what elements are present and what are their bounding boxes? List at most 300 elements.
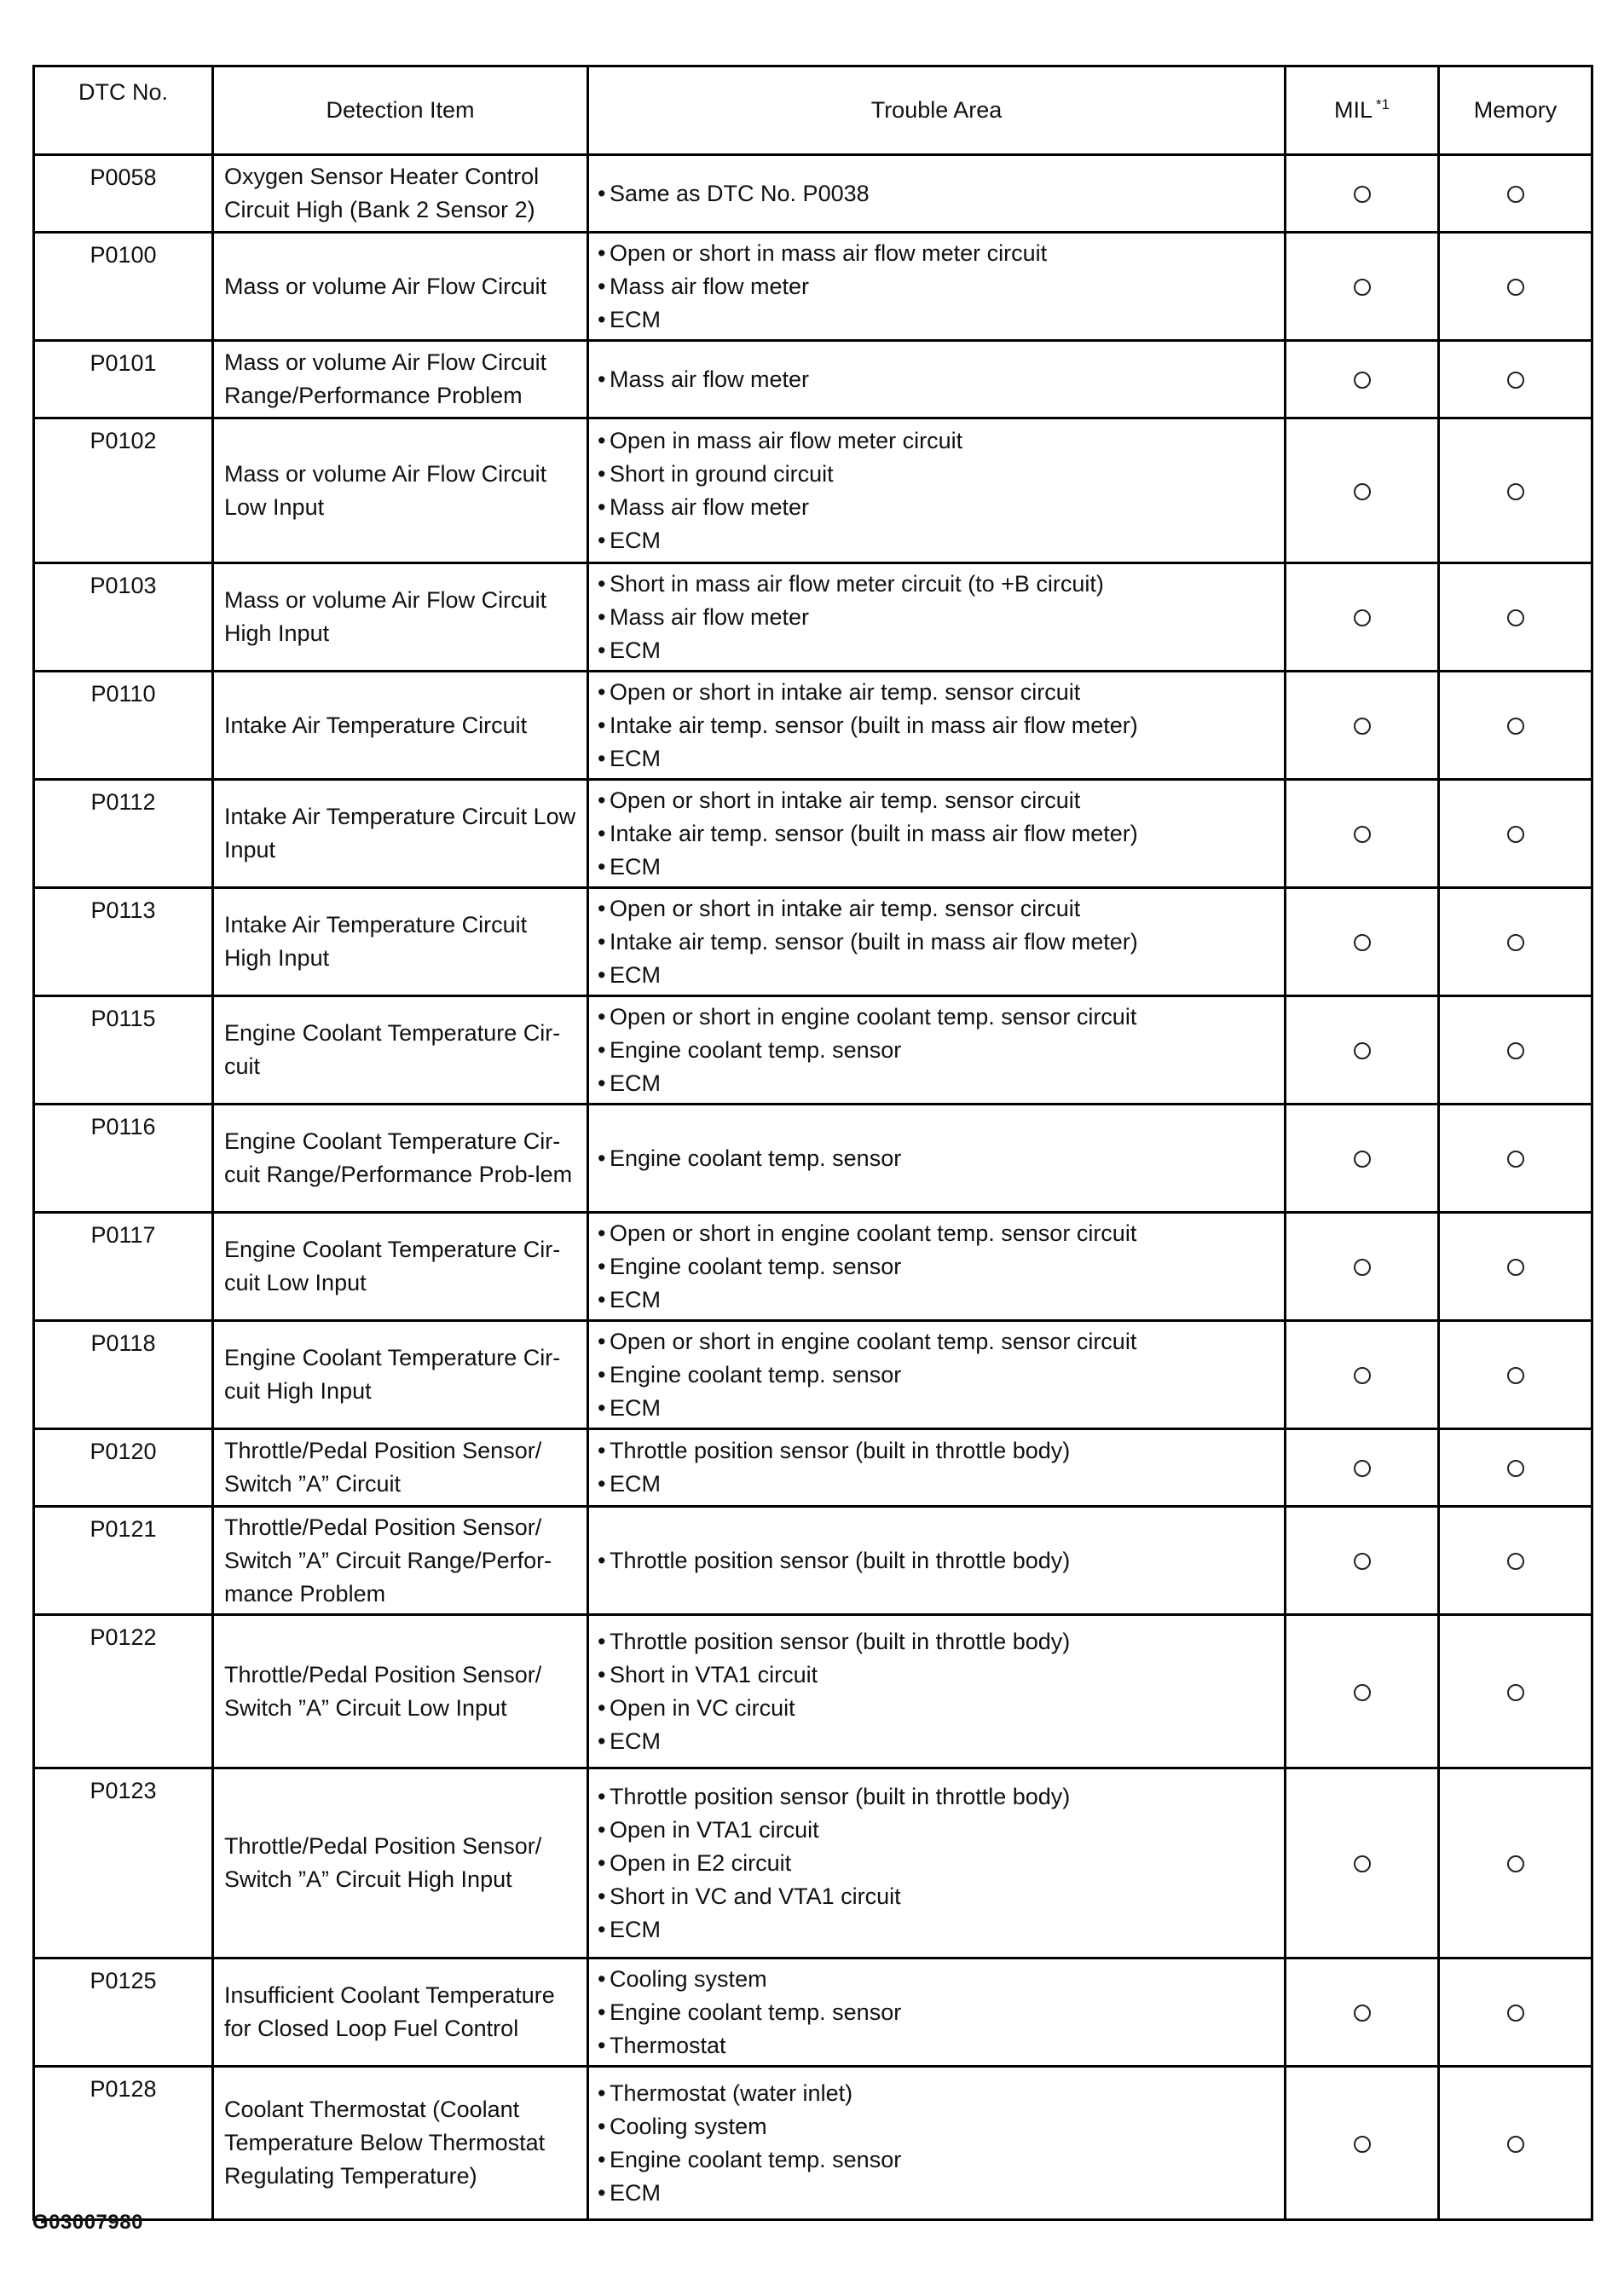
- mil-indicator: [1286, 672, 1439, 780]
- trouble-area-item: [598, 1692, 1277, 1725]
- trouble-area-item: [598, 1996, 1277, 2029]
- bullet-icon: •: [598, 180, 606, 206]
- circle-mark-icon: [1507, 1151, 1524, 1168]
- table-row: [34, 1105, 1592, 1213]
- table-row: [34, 1615, 1592, 1768]
- bullet-icon: •: [598, 1394, 606, 1421]
- circle-mark-icon: [1507, 1553, 1524, 1570]
- table-row: [34, 780, 1592, 888]
- dtc-code: P0100: [34, 233, 213, 341]
- trouble-area-item: [598, 817, 1277, 851]
- trouble-area-text: ECM: [610, 1286, 661, 1312]
- trouble-area: [588, 1768, 1286, 1959]
- circle-mark-icon: [1354, 1151, 1371, 1168]
- trouble-area: [588, 155, 1286, 233]
- bullet-icon: •: [598, 1328, 606, 1354]
- trouble-area-item: [598, 1217, 1277, 1250]
- bullet-icon: •: [598, 2113, 606, 2139]
- table-row: [34, 672, 1592, 780]
- bullet-icon: •: [598, 527, 606, 553]
- trouble-area-text: Cooling system: [610, 2113, 767, 2139]
- bullet-icon: •: [598, 928, 606, 955]
- trouble-area-item: [598, 2110, 1277, 2143]
- circle-mark-icon: [1507, 2136, 1524, 2153]
- trouble-area-item: [598, 1544, 1277, 1578]
- circle-mark-icon: [1507, 826, 1524, 843]
- bullet-icon: •: [598, 2146, 606, 2172]
- trouble-area-item: [598, 1142, 1277, 1175]
- trouble-area-item: [598, 270, 1277, 303]
- trouble-area: [588, 233, 1286, 341]
- trouble-area-item: [598, 1625, 1277, 1659]
- mil-indicator: [1286, 341, 1439, 418]
- trouble-area-text: Open in E2 circuit: [610, 1849, 792, 1876]
- bullet-icon: •: [598, 427, 606, 453]
- trouble-area: [588, 996, 1286, 1105]
- circle-mark-icon: [1354, 483, 1371, 500]
- table-row: [34, 888, 1592, 996]
- bullet-icon: •: [598, 2032, 606, 2058]
- trouble-area: [588, 1105, 1286, 1213]
- detection-item: Throttle/Pedal Position Sensor/ Switch ”A” Circuit Low Input: [213, 1615, 588, 1768]
- dtc-code: P0101: [34, 341, 213, 418]
- trouble-area-text: Cooling system: [610, 1965, 767, 1992]
- table-row: [34, 1321, 1592, 1429]
- mil-indicator: [1286, 155, 1439, 233]
- bullet-icon: •: [598, 1471, 606, 1497]
- circle-mark-icon: [1354, 1259, 1371, 1276]
- trouble-area-text: Open or short in intake air temp. sensor circuit: [610, 895, 1081, 921]
- trouble-area-item: [598, 1814, 1277, 1847]
- trouble-area-item: [598, 851, 1277, 884]
- trouble-area: [588, 780, 1286, 888]
- table-row: [34, 341, 1592, 418]
- circle-mark-icon: [1354, 934, 1371, 951]
- trouble-area-text: ECM: [610, 527, 661, 553]
- table-row: [34, 233, 1592, 341]
- memory-indicator: [1439, 155, 1592, 233]
- detection-item: Insufficient Coolant Temperature for Closed Loop Fuel Control: [213, 1959, 588, 2067]
- dtc-code: P0115: [34, 996, 213, 1105]
- trouble-area-text: Engine coolant temp. sensor: [610, 2146, 902, 2172]
- memory-indicator: [1439, 1105, 1592, 1213]
- trouble-area-text: Short in VC and VTA1 circuit: [610, 1883, 901, 1909]
- mil-indicator: [1286, 780, 1439, 888]
- dtc-code: P0118: [34, 1321, 213, 1429]
- bullet-icon: •: [598, 895, 606, 921]
- trouble-area-text: ECM: [610, 306, 661, 332]
- trouble-area-text: Open in VTA1 circuit: [610, 1816, 819, 1843]
- trouble-area-item: [598, 634, 1277, 667]
- trouble-area-text: Engine coolant temp. sensor: [610, 1361, 902, 1387]
- header-mil-label: MIL: [1333, 97, 1373, 123]
- mil-indicator: [1286, 1959, 1439, 2067]
- mil-indicator: [1286, 2067, 1439, 2220]
- dtc-code: P0120: [34, 1429, 213, 1507]
- header-detection-item: Detection Item: [213, 66, 588, 155]
- trouble-area: [588, 1213, 1286, 1321]
- header-mil: [1286, 66, 1439, 155]
- circle-mark-icon: [1507, 1855, 1524, 1872]
- trouble-area-item: [598, 1359, 1277, 1392]
- mil-indicator: [1286, 1321, 1439, 1429]
- bullet-icon: •: [598, 1783, 606, 1809]
- circle-mark-icon: [1507, 718, 1524, 735]
- header-dtc-no: DTC No.: [34, 66, 213, 155]
- trouble-area-item: [598, 1880, 1277, 1913]
- memory-indicator: [1439, 888, 1592, 996]
- detection-item: Engine Coolant Temperature Cir-cuit Low Input: [213, 1213, 588, 1321]
- mil-indicator: [1286, 1507, 1439, 1615]
- trouble-area-text: Mass air flow meter: [610, 603, 810, 630]
- trouble-area-item: [598, 1250, 1277, 1284]
- circle-mark-icon: [1507, 186, 1524, 203]
- bullet-icon: •: [598, 1070, 606, 1096]
- trouble-area-item: [598, 303, 1277, 337]
- trouble-area-item: [598, 2177, 1277, 2210]
- bullet-icon: •: [598, 306, 606, 332]
- bullet-icon: •: [598, 460, 606, 487]
- detection-item: Engine Coolant Temperature Cir-cuit High Input: [213, 1321, 588, 1429]
- circle-mark-icon: [1507, 1367, 1524, 1384]
- trouble-area-text: Open or short in engine coolant temp. sensor circuit: [610, 1003, 1137, 1030]
- memory-indicator: [1439, 672, 1592, 780]
- bullet-icon: •: [598, 570, 606, 597]
- figure-code: G03007980: [32, 2211, 143, 2234]
- trouble-area: [588, 888, 1286, 996]
- table-row: [34, 1429, 1592, 1507]
- trouble-area-item: [598, 237, 1277, 270]
- trouble-area-item: [598, 458, 1277, 491]
- trouble-area-item: [598, 892, 1277, 926]
- dtc-code: P0125: [34, 1959, 213, 2067]
- bullet-icon: •: [598, 1965, 606, 1992]
- dtc-code: P0117: [34, 1213, 213, 1321]
- trouble-area: [588, 418, 1286, 563]
- bullet-icon: •: [598, 712, 606, 738]
- table-row: [34, 1768, 1592, 1959]
- trouble-area-text: Mass air flow meter: [610, 493, 810, 520]
- trouble-area-item: [598, 1780, 1277, 1814]
- table-row: [34, 2067, 1592, 2220]
- trouble-area: [588, 1507, 1286, 1615]
- trouble-area-text: Engine coolant temp. sensor: [610, 1145, 902, 1171]
- trouble-area-text: Intake air temp. sensor (built in mass air flow meter): [610, 928, 1138, 955]
- header-trouble-area: Trouble Area: [588, 66, 1286, 155]
- trouble-area-item: [598, 1067, 1277, 1100]
- trouble-area-item: [598, 601, 1277, 634]
- bullet-icon: •: [598, 1361, 606, 1387]
- circle-mark-icon: [1354, 2136, 1371, 2153]
- trouble-area-text: ECM: [610, 853, 661, 880]
- mil-indicator: [1286, 1615, 1439, 1768]
- bullet-icon: •: [598, 1728, 606, 1754]
- trouble-area-text: ECM: [610, 1070, 661, 1096]
- table-row: [34, 996, 1592, 1105]
- bullet-icon: •: [598, 603, 606, 630]
- detection-item: Mass or volume Air Flow Circuit Range/Performance Problem: [213, 341, 588, 418]
- bullet-icon: •: [598, 1220, 606, 1246]
- memory-indicator: [1439, 563, 1592, 672]
- memory-indicator: [1439, 1959, 1592, 2067]
- circle-mark-icon: [1507, 1460, 1524, 1477]
- dtc-code: P0110: [34, 672, 213, 780]
- bullet-icon: •: [598, 1694, 606, 1721]
- trouble-area-text: Throttle position sensor (built in throttle body): [610, 1438, 1071, 1463]
- bullet-icon: •: [598, 2080, 606, 2106]
- header-row: [34, 66, 1592, 155]
- trouble-area-text: Short in VTA1 circuit: [610, 1661, 818, 1687]
- trouble-area-text: Short in mass air flow meter circuit (to +B circuit): [610, 570, 1104, 597]
- bullet-icon: •: [598, 1253, 606, 1279]
- trouble-area: [588, 1615, 1286, 1768]
- trouble-area-item: [598, 2077, 1277, 2110]
- trouble-area-item: [598, 709, 1277, 742]
- circle-mark-icon: [1354, 1855, 1371, 1872]
- bullet-icon: •: [598, 1916, 606, 1942]
- table-row: [34, 1959, 1592, 2067]
- trouble-area: [588, 1321, 1286, 1429]
- circle-mark-icon: [1507, 1684, 1524, 1701]
- detection-item: Throttle/Pedal Position Sensor/ Switch ”A” Circuit High Input: [213, 1768, 588, 1959]
- detection-item: Engine Coolant Temperature Cir-cuit: [213, 996, 588, 1105]
- trouble-area-item: [598, 2029, 1277, 2062]
- bullet-icon: •: [598, 1438, 606, 1463]
- trouble-area: [588, 2067, 1286, 2220]
- memory-indicator: [1439, 780, 1592, 888]
- bullet-icon: •: [598, 1547, 606, 1573]
- trouble-area-text: Throttle position sensor (built in throttle body): [610, 1628, 1071, 1654]
- trouble-area-text: Open or short in intake air temp. sensor circuit: [610, 787, 1081, 813]
- memory-indicator: [1439, 996, 1592, 1105]
- table-row: [34, 1507, 1592, 1615]
- trouble-area-text: Open or short in mass air flow meter circuit: [610, 239, 1048, 266]
- trouble-area-item: [598, 1434, 1277, 1468]
- memory-indicator: [1439, 2067, 1592, 2220]
- trouble-area-text: ECM: [610, 1394, 661, 1421]
- trouble-area-item: [598, 2143, 1277, 2177]
- circle-mark-icon: [1507, 934, 1524, 951]
- header-memory: Memory: [1439, 66, 1592, 155]
- dtc-code: P0122: [34, 1615, 213, 1768]
- memory-indicator: [1439, 1768, 1592, 1959]
- trouble-area-text: Engine coolant temp. sensor: [610, 1999, 902, 2025]
- dtc-code: P0103: [34, 563, 213, 672]
- trouble-area-text: Open or short in engine coolant temp. sensor circuit: [610, 1328, 1137, 1354]
- bullet-icon: •: [598, 787, 606, 813]
- trouble-area-text: Throttle position sensor (built in throttle body): [610, 1783, 1071, 1809]
- mil-indicator: [1286, 996, 1439, 1105]
- circle-mark-icon: [1354, 372, 1371, 389]
- trouble-area: [588, 1429, 1286, 1507]
- detection-item: Intake Air Temperature Circuit High Input: [213, 888, 588, 996]
- circle-mark-icon: [1507, 279, 1524, 296]
- dtc-code: P0121: [34, 1507, 213, 1615]
- trouble-area-text: Open or short in intake air temp. sensor circuit: [610, 678, 1081, 705]
- memory-indicator: [1439, 341, 1592, 418]
- circle-mark-icon: [1507, 2005, 1524, 2022]
- trouble-area-item: [598, 1325, 1277, 1359]
- bullet-icon: •: [598, 961, 606, 988]
- detection-item: Mass or volume Air Flow Circuit Low Input: [213, 418, 588, 563]
- bullet-icon: •: [598, 1286, 606, 1312]
- trouble-area-item: [598, 491, 1277, 524]
- bullet-icon: •: [598, 273, 606, 299]
- mil-indicator: [1286, 233, 1439, 341]
- trouble-area-text: Intake air temp. sensor (built in mass air flow meter): [610, 820, 1138, 846]
- bullet-icon: •: [598, 1628, 606, 1654]
- memory-indicator: [1439, 1507, 1592, 1615]
- trouble-area-text: Thermostat: [610, 2032, 726, 2058]
- detection-item: Throttle/Pedal Position Sensor/ Switch ”A” Circuit Range/Perfor-mance Problem: [213, 1507, 588, 1615]
- bullet-icon: •: [598, 1999, 606, 2025]
- trouble-area-item: [598, 784, 1277, 817]
- bullet-icon: •: [598, 678, 606, 705]
- dtc-table: [32, 65, 1593, 2221]
- memory-indicator: [1439, 1321, 1592, 1429]
- bullet-icon: •: [598, 745, 606, 771]
- mil-indicator: [1286, 1429, 1439, 1507]
- mil-indicator: [1286, 1768, 1439, 1959]
- dtc-code: P0116: [34, 1105, 213, 1213]
- trouble-area-item: [598, 524, 1277, 557]
- trouble-area-text: Intake air temp. sensor (built in mass air flow meter): [610, 712, 1138, 738]
- trouble-area-item: [598, 926, 1277, 959]
- detection-item: Intake Air Temperature Circuit Low Input: [213, 780, 588, 888]
- circle-mark-icon: [1354, 1367, 1371, 1384]
- circle-mark-icon: [1354, 1460, 1371, 1477]
- memory-indicator: [1439, 233, 1592, 341]
- bullet-icon: •: [598, 853, 606, 880]
- detection-item: Oxygen Sensor Heater Control Circuit High (Bank 2 Sensor 2): [213, 155, 588, 233]
- circle-mark-icon: [1354, 1042, 1371, 1059]
- trouble-area-text: Open or short in engine coolant temp. sensor circuit: [610, 1220, 1137, 1246]
- trouble-area-text: Open in VC circuit: [610, 1694, 795, 1721]
- trouble-area-item: [598, 177, 1277, 211]
- trouble-area-text: Engine coolant temp. sensor: [610, 1036, 902, 1063]
- detection-item: Mass or volume Air Flow Circuit High Input: [213, 563, 588, 672]
- trouble-area: [588, 563, 1286, 672]
- bullet-icon: •: [598, 1003, 606, 1030]
- circle-mark-icon: [1354, 609, 1371, 626]
- trouble-area: [588, 341, 1286, 418]
- mil-indicator: [1286, 1105, 1439, 1213]
- dtc-code: P0128: [34, 2067, 213, 2220]
- bullet-icon: •: [598, 1816, 606, 1843]
- circle-mark-icon: [1354, 279, 1371, 296]
- circle-mark-icon: [1507, 1042, 1524, 1059]
- circle-mark-icon: [1354, 826, 1371, 843]
- circle-mark-icon: [1507, 372, 1524, 389]
- trouble-area: [588, 672, 1286, 780]
- trouble-area-item: [598, 1392, 1277, 1425]
- bullet-icon: •: [598, 1145, 606, 1171]
- dtc-code: P0058: [34, 155, 213, 233]
- dtc-code: P0113: [34, 888, 213, 996]
- trouble-area-text: Mass air flow meter: [610, 273, 810, 299]
- bullet-icon: •: [598, 366, 606, 392]
- memory-indicator: [1439, 418, 1592, 563]
- trouble-area-item: [598, 742, 1277, 776]
- circle-mark-icon: [1507, 609, 1524, 626]
- detection-item: Coolant Thermostat (Coolant Temperature Below Thermostat Regulating Temperature): [213, 2067, 588, 2220]
- trouble-area-text: ECM: [610, 1916, 661, 1942]
- bullet-icon: •: [598, 637, 606, 663]
- detection-item: Engine Coolant Temperature Cir-cuit Range/Performance Prob-lem: [213, 1105, 588, 1213]
- trouble-area-text: ECM: [610, 1471, 661, 1497]
- circle-mark-icon: [1507, 483, 1524, 500]
- memory-indicator: [1439, 1213, 1592, 1321]
- trouble-area: [588, 1959, 1286, 2067]
- dtc-code: P0112: [34, 780, 213, 888]
- trouble-area-item: [598, 1725, 1277, 1758]
- bullet-icon: •: [598, 239, 606, 266]
- table-row: [34, 563, 1592, 672]
- bullet-icon: •: [598, 1661, 606, 1687]
- trouble-area-item: [598, 1847, 1277, 1880]
- mil-indicator: [1286, 418, 1439, 563]
- trouble-area-item: [598, 424, 1277, 458]
- bullet-icon: •: [598, 2179, 606, 2206]
- header-mil-footnote: *1: [1375, 96, 1390, 112]
- circle-mark-icon: [1354, 2005, 1371, 2022]
- circle-mark-icon: [1354, 1553, 1371, 1570]
- detection-item: Mass or volume Air Flow Circuit: [213, 233, 588, 341]
- dtc-code: P0123: [34, 1768, 213, 1959]
- trouble-area-item: [598, 1659, 1277, 1692]
- bullet-icon: •: [598, 1036, 606, 1063]
- circle-mark-icon: [1354, 1684, 1371, 1701]
- table-row: [34, 1213, 1592, 1321]
- trouble-area-item: [598, 1468, 1277, 1501]
- trouble-area-text: Short in ground circuit: [610, 460, 834, 487]
- trouble-area-item: [598, 676, 1277, 709]
- bullet-icon: •: [598, 1883, 606, 1909]
- circle-mark-icon: [1354, 186, 1371, 203]
- detection-item: Intake Air Temperature Circuit: [213, 672, 588, 780]
- bullet-icon: •: [598, 1849, 606, 1876]
- memory-indicator: [1439, 1615, 1592, 1768]
- trouble-area-text: ECM: [610, 745, 661, 771]
- trouble-area-text: Open in mass air flow meter circuit: [610, 427, 963, 453]
- trouble-area-item: [598, 1284, 1277, 1317]
- trouble-area-item: [598, 1001, 1277, 1034]
- circle-mark-icon: [1354, 718, 1371, 735]
- memory-indicator: [1439, 1429, 1592, 1507]
- mil-indicator: [1286, 888, 1439, 996]
- trouble-area-item: [598, 959, 1277, 992]
- trouble-area-text: Mass air flow meter: [610, 366, 810, 392]
- circle-mark-icon: [1507, 1259, 1524, 1276]
- detection-item: Throttle/Pedal Position Sensor/ Switch ”A” Circuit: [213, 1429, 588, 1507]
- trouble-area-item: [598, 1913, 1277, 1947]
- trouble-area-text: Same as DTC No. P0038: [610, 180, 870, 206]
- trouble-area-text: Engine coolant temp. sensor: [610, 1253, 902, 1279]
- table-row: [34, 155, 1592, 233]
- trouble-area-text: Throttle position sensor (built in throttle body): [610, 1547, 1071, 1573]
- trouble-area-item: [598, 1963, 1277, 1996]
- dtc-code: P0102: [34, 418, 213, 563]
- mil-indicator: [1286, 1213, 1439, 1321]
- trouble-area-item: [598, 363, 1277, 396]
- trouble-area-text: ECM: [610, 2179, 661, 2206]
- bullet-icon: •: [598, 820, 606, 846]
- trouble-area-text: Thermostat (water inlet): [610, 2080, 853, 2106]
- table-row: [34, 418, 1592, 563]
- trouble-area-item: [598, 568, 1277, 601]
- trouble-area-text: ECM: [610, 961, 661, 988]
- dtc-table-body: [34, 155, 1592, 2220]
